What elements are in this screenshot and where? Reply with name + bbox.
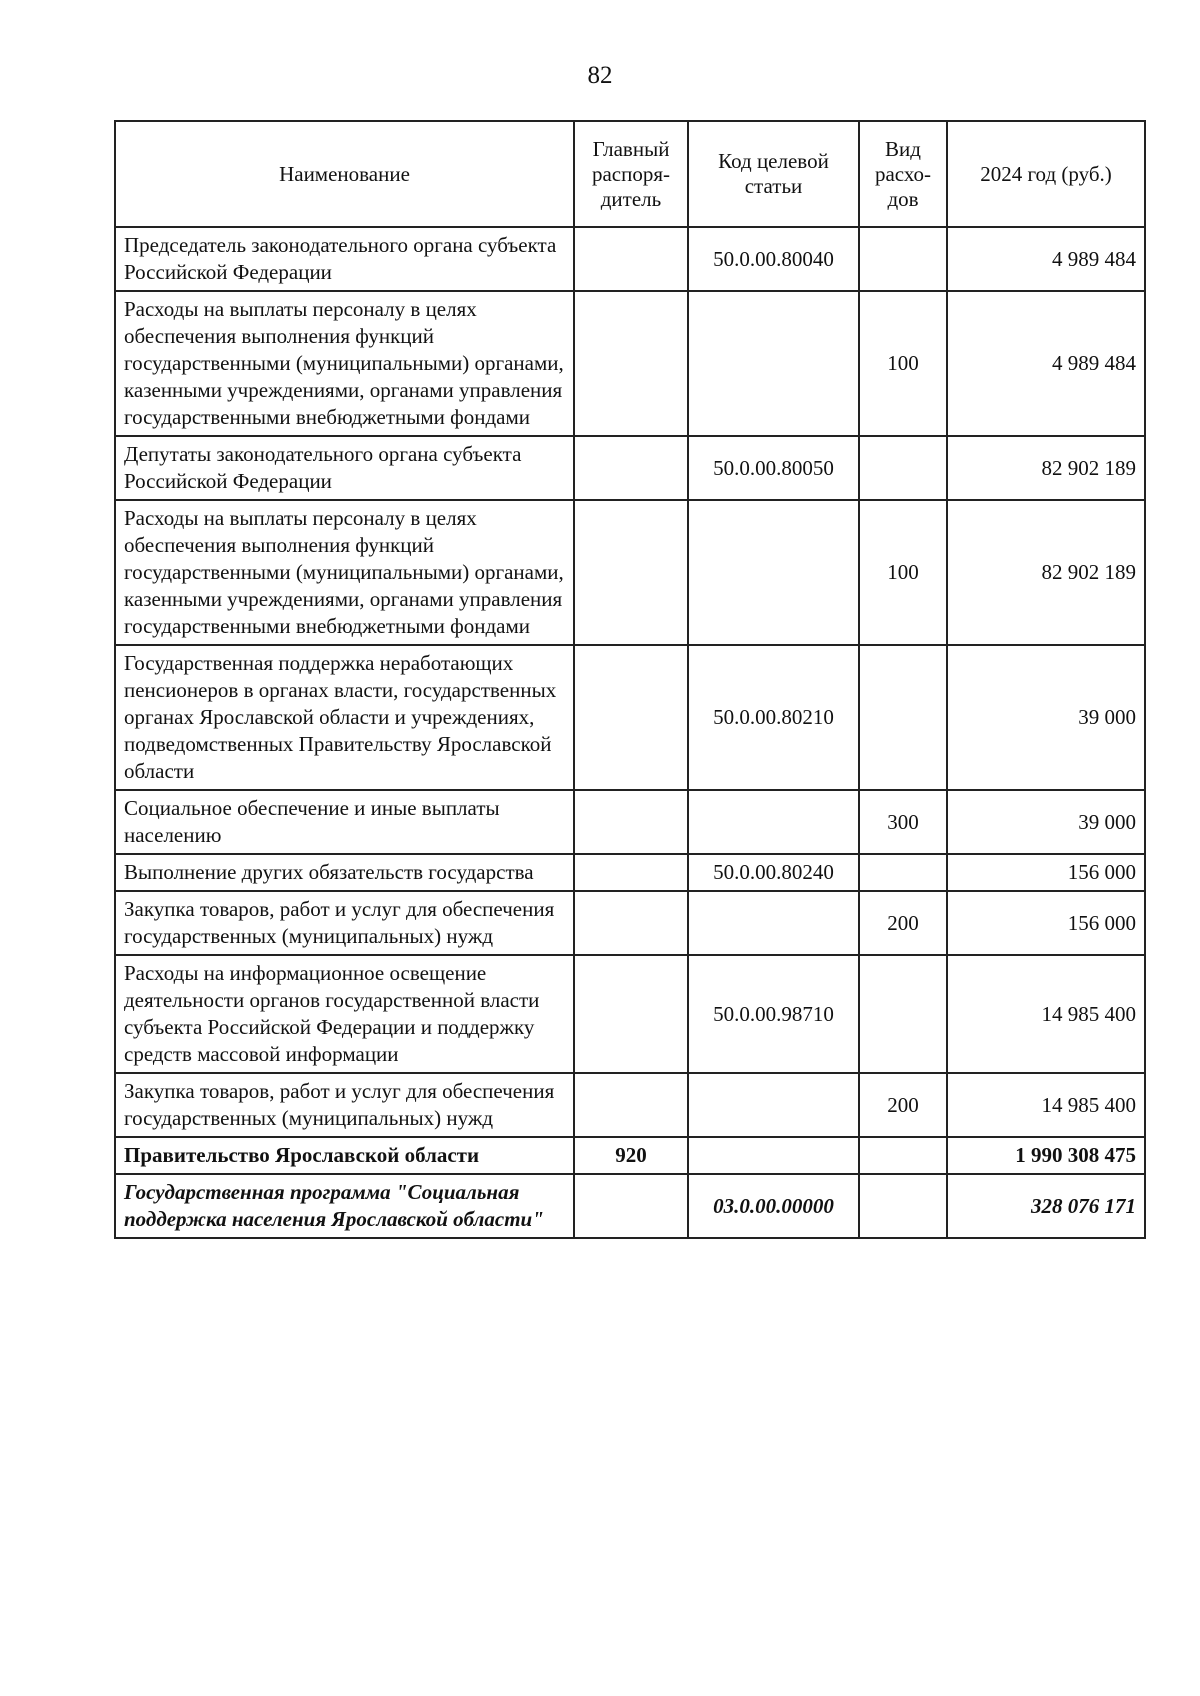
page-number: 82 (587, 62, 613, 89)
cell-admin (574, 436, 688, 500)
cell-name: Правительство Ярославской области (115, 1137, 574, 1174)
table-row (115, 891, 1145, 955)
cell-amount: 4 989 484 (947, 291, 1145, 436)
cell-name: Председатель законодательного органа субъекта Российской Федерации (115, 227, 574, 291)
cell-name: Расходы на выплаты персоналу в целях обеспечения выполнения функций государственными (муниципальными) органами, казенными учреждениями, органами управления государственными внебюджетными фондами (115, 291, 574, 436)
cell-type (859, 854, 947, 891)
cell-amount: 14 985 400 (947, 955, 1145, 1073)
table-row (115, 1137, 1145, 1174)
header-amount: 2024 год (руб.) (947, 121, 1145, 227)
table-row (115, 1073, 1145, 1137)
cell-amount: 4 989 484 (947, 227, 1145, 291)
cell-amount: 39 000 (947, 790, 1145, 854)
cell-amount: 1 990 308 475 (947, 1137, 1145, 1174)
cell-type: 100 (859, 500, 947, 645)
cell-name: Расходы на информационное освещение деятельности органов государственной власти субъекта Российской Федерации и поддержку средств массовой информации (115, 955, 574, 1073)
cell-amount: 328 076 171 (947, 1174, 1145, 1238)
table-header-row (115, 121, 1145, 227)
cell-type (859, 1174, 947, 1238)
cell-admin (574, 227, 688, 291)
cell-amount: 82 902 189 (947, 436, 1145, 500)
cell-admin (574, 291, 688, 436)
cell-amount: 39 000 (947, 645, 1145, 790)
cell-code (688, 1073, 859, 1137)
budget-table (114, 120, 1146, 1239)
cell-name: Выполнение других обязательств государства (115, 854, 574, 891)
table-row (115, 1174, 1145, 1238)
cell-type: 200 (859, 891, 947, 955)
cell-admin (574, 955, 688, 1073)
header-admin: Главный распоря-дитель (574, 121, 688, 227)
cell-admin (574, 891, 688, 955)
cell-admin: 920 (574, 1137, 688, 1174)
cell-code (688, 790, 859, 854)
cell-type: 100 (859, 291, 947, 436)
cell-code: 50.0.00.98710 (688, 955, 859, 1073)
header-name: Наименование (115, 121, 574, 227)
table-row (115, 854, 1145, 891)
cell-code: 50.0.00.80240 (688, 854, 859, 891)
cell-type: 300 (859, 790, 947, 854)
cell-admin (574, 1174, 688, 1238)
cell-admin (574, 1073, 688, 1137)
cell-type (859, 955, 947, 1073)
cell-code (688, 291, 859, 436)
cell-type (859, 645, 947, 790)
cell-type: 200 (859, 1073, 947, 1137)
table-row (115, 645, 1145, 790)
cell-admin (574, 790, 688, 854)
cell-type (859, 436, 947, 500)
cell-name: Закупка товаров, работ и услуг для обеспечения государственных (муниципальных) нужд (115, 1073, 574, 1137)
table-row (115, 436, 1145, 500)
cell-code (688, 500, 859, 645)
cell-code: 50.0.00.80040 (688, 227, 859, 291)
cell-code (688, 1137, 859, 1174)
cell-admin (574, 854, 688, 891)
cell-type (859, 227, 947, 291)
table-row (115, 227, 1145, 291)
header-type: Вид расхо-дов (859, 121, 947, 227)
cell-name: Закупка товаров, работ и услуг для обеспечения государственных (муниципальных) нужд (115, 891, 574, 955)
cell-amount: 14 985 400 (947, 1073, 1145, 1137)
cell-code: 03.0.00.00000 (688, 1174, 859, 1238)
cell-amount: 156 000 (947, 854, 1145, 891)
cell-amount: 156 000 (947, 891, 1145, 955)
cell-name: Расходы на выплаты персоналу в целях обеспечения выполнения функций государственными (муниципальными) органами, казенными учреждениями, органами управления государственными внебюджетными фондами (115, 500, 574, 645)
table-row (115, 291, 1145, 436)
cell-code: 50.0.00.80210 (688, 645, 859, 790)
cell-type (859, 1137, 947, 1174)
cell-admin (574, 500, 688, 645)
cell-name: Депутаты законодательного органа субъекта Российской Федерации (115, 436, 574, 500)
table-row (115, 955, 1145, 1073)
cell-name: Государственная поддержка неработающих пенсионеров в органах власти, государственных органах Ярославской области и учреждениях, подведомственных Правительству Ярославской области (115, 645, 574, 790)
cell-name: Социальное обеспечение и иные выплаты населению (115, 790, 574, 854)
cell-name: Государственная программа "Социальная поддержка населения Ярославской области" (115, 1174, 574, 1238)
table-body (115, 227, 1145, 1238)
cell-amount: 82 902 189 (947, 500, 1145, 645)
cell-code (688, 891, 859, 955)
cell-code: 50.0.00.80050 (688, 436, 859, 500)
cell-admin (574, 645, 688, 790)
header-code: Код целевой статьи (688, 121, 859, 227)
table-row (115, 500, 1145, 645)
table-row (115, 790, 1145, 854)
